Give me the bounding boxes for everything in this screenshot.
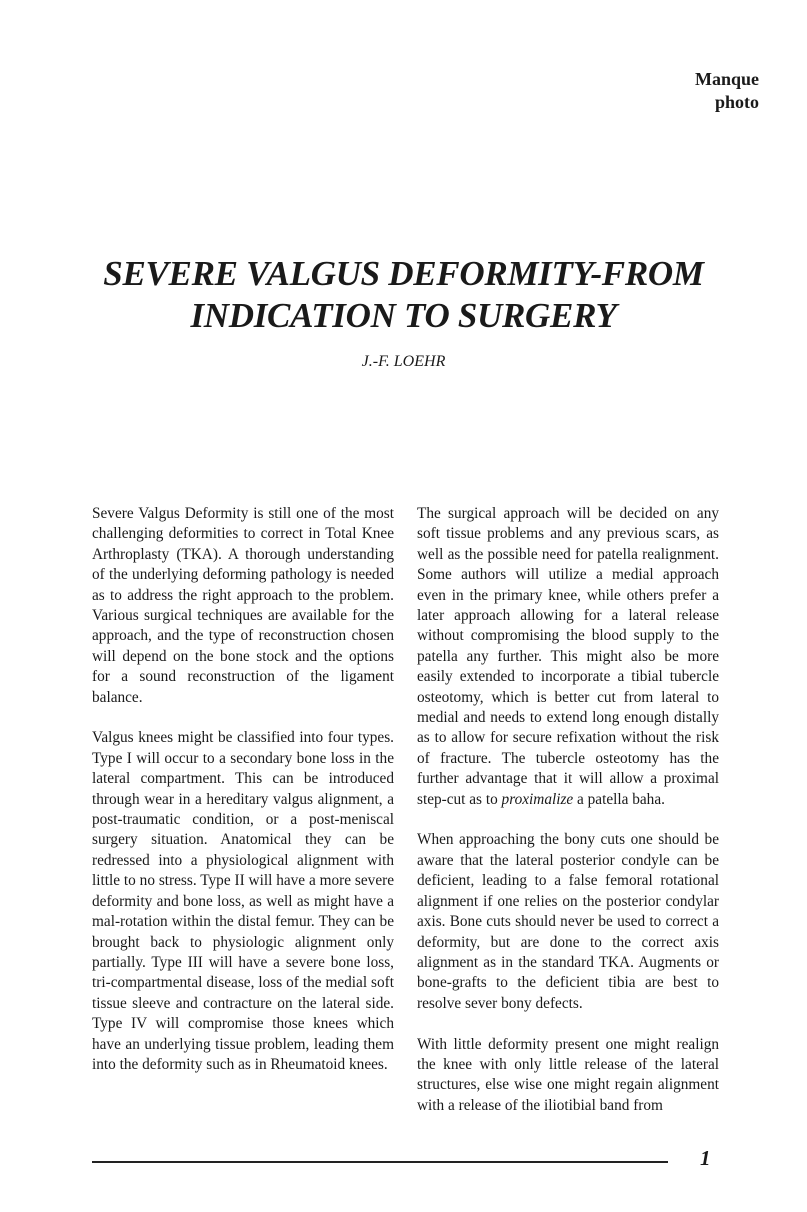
- article-title: [0, 253, 807, 337]
- right-paragraph-1-text: The surgical approach will be decided on any soft tissue problems and any previous scars, as well as the possible need for patella realignment. Some authors will utilize a medial approach even in the primary knee, while others prefer a later approach allowing for a lateral release without compromising the blood supply to the patella any further. This might also be more easily extended to incorporate a tibial tubercle osteotomy, which is better cut from lateral to medial and needs to extend long enough distally as to allow for secure refixation without the risk of fracture. The tubercle osteotomy has the further advantage that it will allow a proximal step-cut as to: [417, 505, 719, 808]
- left-paragraph-1: Severe Valgus Deformity is still one of the most challenging deformities to correct in Total Knee Arthroplasty (TKA). A thorough understanding of the underlying deforming pathology is needed as to address the right approach to the problem. Various surgical techniques are available for the approach, and the type of reconstruction chosen will depend on the bone stock and the options for a sound reconstruction of the ligament balance.: [92, 505, 394, 706]
- author-name: J.-F. LOEHR: [361, 353, 446, 370]
- left-paragraph-2: Valgus knees might be classified into four types. Type I will occur to a secondary bone loss in the lateral compartment. This can be introduced through wear in a hereditary valgus alignment, a post-traumatic condition, or a post-meniscal surgery situation. Anatomical they can be redressed into a physiological alignment with little to no stress. Type II will have a more severe deformity and bone loss, as well as might have a mal-rotation within the distal femur. They can be brought back to physiologic alignment only partially. Type III will have a severe bone loss, tri-compartmental disease, loss of the medial soft tissue sleeve and contracture on the lateral side. Type IV will compromise those knees which have an underlying tissue problem, leading them into the deformity such as in Rheumatoid knees.: [92, 729, 394, 1073]
- editor-note-line-1: Manque: [694, 69, 759, 89]
- right-paragraph-2: When approaching the bony cuts one should be aware that the lateral posterior condyle can be deficient, leading to a false femoral rotational alignment if one relies on the posterior condylar axis. Bone cuts should never be used to correct a deformity, but are done to the correct axis alignment as in the standard TKA. Augments or bone-grafts to the deficient tibia are best to resolve sever bony defects.: [417, 831, 719, 1012]
- footer-rule: [92, 1161, 668, 1163]
- article-title-line-1: SEVERE VALGUS DEFORMITY-FROM: [103, 254, 704, 293]
- left-column: [92, 504, 394, 1075]
- editor-note-line-2: photo: [714, 92, 759, 112]
- page-number: 1: [700, 1146, 711, 1170]
- article-title-line-2: INDICATION TO SURGERY: [190, 296, 617, 335]
- right-paragraph-3: With little deformity present one might realign the knee with only little release of the lateral structures, else wise one might regain alignment with a release of the iliotibial band from: [417, 1035, 719, 1114]
- right-paragraph-1-emphasis: proximalize: [501, 790, 574, 808]
- editor-note: [695, 68, 759, 114]
- right-paragraph-1: [417, 504, 719, 810]
- right-column: [417, 504, 719, 1116]
- right-paragraph-1-end: a patella baha.: [573, 790, 665, 808]
